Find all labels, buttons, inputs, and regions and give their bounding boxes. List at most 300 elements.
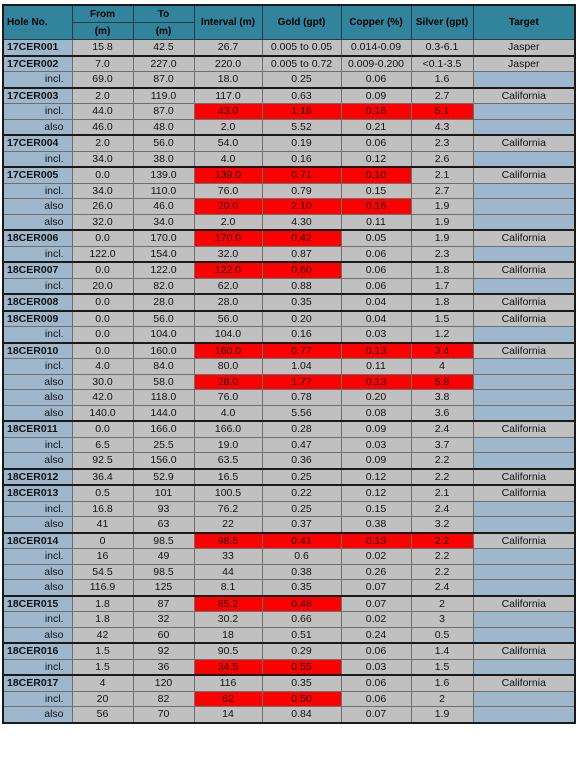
- table-subrow: [3, 214, 575, 230]
- hole-id: 18CER013: [3, 485, 72, 501]
- from-cell: 6.5: [72, 437, 133, 453]
- interval-cell: 8.1: [194, 580, 262, 596]
- interval-qualifier: incl.: [3, 104, 72, 120]
- target-cell: California: [473, 421, 575, 437]
- to-cell: 139.0: [133, 167, 194, 183]
- target-cell: [473, 627, 575, 643]
- interval-qualifier: incl.: [3, 501, 72, 517]
- silver-cell: 3.7: [411, 437, 473, 453]
- interval-cell: 18.0: [194, 72, 262, 88]
- interval-cell: 4.0: [194, 405, 262, 421]
- from-cell: 26.0: [72, 199, 133, 215]
- interval-cell: 80.0: [194, 359, 262, 375]
- gold-cell: 0.22: [262, 485, 341, 501]
- table-row: [3, 167, 575, 183]
- from-cell: 4: [72, 675, 133, 691]
- interval-qualifier: incl.: [3, 278, 72, 294]
- target-cell: California: [473, 262, 575, 278]
- table-subrow: [3, 72, 575, 88]
- from-cell: 15.8: [72, 40, 133, 56]
- to-cell: 34.0: [133, 214, 194, 230]
- gold-cell: 0.20: [262, 311, 341, 327]
- copper-cell: 0.09: [341, 421, 411, 437]
- silver-cell: 4: [411, 359, 473, 375]
- hole-id: 17CER001: [3, 40, 72, 56]
- interval-cell: 104.0: [194, 327, 262, 343]
- target-cell: California: [473, 294, 575, 311]
- copper-cell: 0.11: [341, 214, 411, 230]
- gold-cell: 0.25: [262, 501, 341, 517]
- target-cell: California: [473, 675, 575, 691]
- gold-cell: 0.28: [262, 421, 341, 437]
- hole-id: 18CER011: [3, 421, 72, 437]
- table-subrow: [3, 612, 575, 628]
- interval-cell: 16.5: [194, 469, 262, 486]
- copper-cell: 0.06: [341, 691, 411, 707]
- target-cell: [473, 119, 575, 135]
- table-row: [3, 311, 575, 327]
- table-subrow: [3, 183, 575, 199]
- copper-cell: 0.09: [341, 453, 411, 469]
- silver-cell: 2.3: [411, 135, 473, 151]
- to-cell: 92: [133, 643, 194, 659]
- from-cell: 20: [72, 691, 133, 707]
- gold-cell: 0.48: [262, 596, 341, 612]
- gold-cell: 0.77: [262, 343, 341, 359]
- gold-cell: 0.38: [262, 564, 341, 580]
- target-cell: [473, 214, 575, 230]
- gold-cell: 0.42: [262, 230, 341, 246]
- to-cell: 101: [133, 485, 194, 501]
- target-cell: [473, 691, 575, 707]
- target-cell: California: [473, 643, 575, 659]
- table-subrow: [3, 405, 575, 421]
- silver-cell: 1.8: [411, 262, 473, 278]
- table-subrow: [3, 374, 575, 390]
- to-cell: 25.5: [133, 437, 194, 453]
- from-cell: 0.0: [72, 230, 133, 246]
- copper-cell: 0.21: [341, 119, 411, 135]
- silver-cell: 2.2: [411, 469, 473, 486]
- from-cell: 34.0: [72, 183, 133, 199]
- to-cell: 98.5: [133, 564, 194, 580]
- gold-cell: 1.77: [262, 374, 341, 390]
- interval-cell: 18: [194, 627, 262, 643]
- copper-cell: 0.12: [341, 485, 411, 501]
- from-cell: 0.0: [72, 327, 133, 343]
- to-cell: 70: [133, 707, 194, 723]
- hole-id: 18CER017: [3, 675, 72, 691]
- interval-qualifier: incl.: [3, 327, 72, 343]
- interval-cell: 122.0: [194, 262, 262, 278]
- copper-cell: 0.13: [341, 343, 411, 359]
- target-cell: [473, 151, 575, 167]
- interval-qualifier: also: [3, 707, 72, 723]
- from-cell: 32.0: [72, 214, 133, 230]
- gold-cell: 0.6: [262, 549, 341, 565]
- table-row: [3, 56, 575, 72]
- table-row: [3, 421, 575, 437]
- to-cell: 118.0: [133, 390, 194, 406]
- copper-cell: 0.12: [341, 151, 411, 167]
- silver-cell: 2.7: [411, 183, 473, 199]
- gold-cell: 0.005 to 0.05: [262, 40, 341, 56]
- from-cell: 122.0: [72, 246, 133, 262]
- interval-qualifier: incl.: [3, 659, 72, 675]
- copper-cell: 0.04: [341, 311, 411, 327]
- interval-cell: 76.0: [194, 390, 262, 406]
- from-cell: 0.0: [72, 343, 133, 359]
- interval-qualifier: also: [3, 453, 72, 469]
- table-subrow: [3, 390, 575, 406]
- silver-cell: 1.5: [411, 659, 473, 675]
- gold-cell: 0.37: [262, 517, 341, 533]
- hole-id: 18CER007: [3, 262, 72, 278]
- interval-cell: 28.0: [194, 294, 262, 311]
- gold-cell: 0.36: [262, 453, 341, 469]
- silver-cell: 2: [411, 596, 473, 612]
- from-cell: 0.0: [72, 294, 133, 311]
- copper-cell: 0.06: [341, 675, 411, 691]
- table-row: [3, 469, 575, 486]
- gold-cell: 0.005 to 0.72: [262, 56, 341, 72]
- target-cell: [473, 183, 575, 199]
- silver-cell: 2.4: [411, 501, 473, 517]
- to-cell: 32: [133, 612, 194, 628]
- interval-cell: 26.7: [194, 40, 262, 56]
- to-cell: 122.0: [133, 262, 194, 278]
- interval-cell: 54.0: [194, 135, 262, 151]
- interval-qualifier: also: [3, 580, 72, 596]
- silver-cell: 2: [411, 691, 473, 707]
- to-cell: 166.0: [133, 421, 194, 437]
- gold-cell: 0.19: [262, 135, 341, 151]
- silver-cell: 1.6: [411, 675, 473, 691]
- gold-cell: 0.16: [262, 151, 341, 167]
- target-cell: California: [473, 343, 575, 359]
- to-cell: 82: [133, 691, 194, 707]
- header-interval: Interval (m): [194, 5, 262, 40]
- to-cell: 98.5: [133, 533, 194, 549]
- gold-cell: 0.47: [262, 437, 341, 453]
- copper-cell: 0.06: [341, 262, 411, 278]
- interval-qualifier: incl.: [3, 612, 72, 628]
- interval-cell: 30.2: [194, 612, 262, 628]
- target-cell: California: [473, 135, 575, 151]
- table-row: [3, 343, 575, 359]
- table-row: [3, 643, 575, 659]
- gold-cell: 0.16: [262, 327, 341, 343]
- to-cell: 120: [133, 675, 194, 691]
- hole-id: 17CER005: [3, 167, 72, 183]
- interval-qualifier: incl.: [3, 691, 72, 707]
- header-silver: Silver (gpt): [411, 5, 473, 40]
- target-cell: [473, 104, 575, 120]
- gold-cell: 0.55: [262, 659, 341, 675]
- silver-cell: 3.6: [411, 405, 473, 421]
- interval-qualifier: incl.: [3, 72, 72, 88]
- silver-cell: 2.6: [411, 151, 473, 167]
- table-subrow: [3, 246, 575, 262]
- table-subrow: [3, 437, 575, 453]
- target-cell: California: [473, 596, 575, 612]
- copper-cell: 0.02: [341, 549, 411, 565]
- silver-cell: 1.9: [411, 199, 473, 215]
- table-header: [3, 5, 575, 40]
- table-subrow: [3, 564, 575, 580]
- copper-cell: 0.04: [341, 294, 411, 311]
- target-cell: [473, 72, 575, 88]
- interval-cell: 63.5: [194, 453, 262, 469]
- from-cell: 0.0: [72, 167, 133, 183]
- target-cell: [473, 199, 575, 215]
- hole-id: 18CER010: [3, 343, 72, 359]
- header-to: To: [133, 5, 194, 23]
- target-cell: [473, 564, 575, 580]
- to-cell: 125: [133, 580, 194, 596]
- interval-qualifier: incl.: [3, 246, 72, 262]
- target-cell: [473, 612, 575, 628]
- target-cell: [473, 405, 575, 421]
- from-cell: 46.0: [72, 119, 133, 135]
- target-cell: California: [473, 167, 575, 183]
- interval-qualifier: also: [3, 119, 72, 135]
- gold-cell: 0.79: [262, 183, 341, 199]
- interval-cell: 43.0: [194, 104, 262, 120]
- copper-cell: 0.16: [341, 104, 411, 120]
- from-cell: 20.0: [72, 278, 133, 294]
- target-cell: California: [473, 230, 575, 246]
- target-cell: California: [473, 311, 575, 327]
- copper-cell: 0.03: [341, 659, 411, 675]
- silver-cell: 1.9: [411, 230, 473, 246]
- table-subrow: [3, 119, 575, 135]
- interval-cell: 44: [194, 564, 262, 580]
- table-subrow: [3, 517, 575, 533]
- to-cell: 87: [133, 596, 194, 612]
- interval-cell: 20.0: [194, 199, 262, 215]
- interval-cell: 4.0: [194, 151, 262, 167]
- target-cell: [473, 580, 575, 596]
- hole-id: 18CER006: [3, 230, 72, 246]
- table-subrow: [3, 453, 575, 469]
- gold-cell: 1.18: [262, 104, 341, 120]
- copper-cell: 0.06: [341, 72, 411, 88]
- to-cell: 58.0: [133, 374, 194, 390]
- from-cell: 1.5: [72, 659, 133, 675]
- from-cell: 44.0: [72, 104, 133, 120]
- copper-cell: 0.06: [341, 135, 411, 151]
- to-cell: 36: [133, 659, 194, 675]
- drill-results-table: [2, 4, 576, 724]
- gold-cell: 0.41: [262, 533, 341, 549]
- table-row: [3, 262, 575, 278]
- to-cell: 104.0: [133, 327, 194, 343]
- from-cell: 2.0: [72, 135, 133, 151]
- from-cell: 140.0: [72, 405, 133, 421]
- from-cell: 34.0: [72, 151, 133, 167]
- table-row: [3, 88, 575, 104]
- target-cell: California: [473, 533, 575, 549]
- table-subrow: [3, 627, 575, 643]
- to-cell: 160.0: [133, 343, 194, 359]
- copper-cell: 0.07: [341, 580, 411, 596]
- gold-cell: 0.88: [262, 278, 341, 294]
- to-cell: 46.0: [133, 199, 194, 215]
- table-row: [3, 230, 575, 246]
- copper-cell: 0.10: [341, 167, 411, 183]
- hole-id: 18CER014: [3, 533, 72, 549]
- hole-id: 18CER009: [3, 311, 72, 327]
- target-cell: California: [473, 88, 575, 104]
- copper-cell: 0.16: [341, 199, 411, 215]
- target-cell: [473, 707, 575, 723]
- interval-cell: 76.0: [194, 183, 262, 199]
- to-cell: 38.0: [133, 151, 194, 167]
- copper-cell: 0.15: [341, 183, 411, 199]
- interval-cell: 139.0: [194, 167, 262, 183]
- to-cell: 28.0: [133, 294, 194, 311]
- copper-cell: 0.20: [341, 390, 411, 406]
- gold-cell: 5.52: [262, 119, 341, 135]
- header-copper: Copper (%): [341, 5, 411, 40]
- from-cell: 0.0: [72, 421, 133, 437]
- interval-cell: 33: [194, 549, 262, 565]
- silver-cell: 2.2: [411, 533, 473, 549]
- table-row: [3, 675, 575, 691]
- silver-cell: 1.7: [411, 278, 473, 294]
- from-cell: 42.0: [72, 390, 133, 406]
- header-from-unit: (m): [72, 23, 133, 40]
- to-cell: 84.0: [133, 359, 194, 375]
- to-cell: 60: [133, 627, 194, 643]
- table-row: [3, 135, 575, 151]
- from-cell: 36.4: [72, 469, 133, 486]
- silver-cell: 2.7: [411, 88, 473, 104]
- table-subrow: [3, 278, 575, 294]
- silver-cell: 2.2: [411, 549, 473, 565]
- table-subrow: [3, 151, 575, 167]
- header-gold: Gold (gpt): [262, 5, 341, 40]
- from-cell: 0.0: [72, 262, 133, 278]
- gold-cell: 0.35: [262, 294, 341, 311]
- table-subrow: [3, 549, 575, 565]
- interval-cell: 2.0: [194, 119, 262, 135]
- target-cell: [473, 359, 575, 375]
- copper-cell: 0.08: [341, 405, 411, 421]
- interval-qualifier: also: [3, 390, 72, 406]
- copper-cell: 0.07: [341, 596, 411, 612]
- to-cell: 52.9: [133, 469, 194, 486]
- target-cell: [473, 659, 575, 675]
- copper-cell: 0.03: [341, 437, 411, 453]
- silver-cell: 1.5: [411, 311, 473, 327]
- interval-qualifier: incl.: [3, 549, 72, 565]
- silver-cell: 0.3-6.1: [411, 40, 473, 56]
- target-cell: [473, 327, 575, 343]
- gold-cell: 4.30: [262, 214, 341, 230]
- to-cell: 144.0: [133, 405, 194, 421]
- from-cell: 0.5: [72, 485, 133, 501]
- to-cell: 82.0: [133, 278, 194, 294]
- interval-cell: 22: [194, 517, 262, 533]
- silver-cell: 1.6: [411, 72, 473, 88]
- silver-cell: 5.8: [411, 374, 473, 390]
- to-cell: 49: [133, 549, 194, 565]
- from-cell: 92.5: [72, 453, 133, 469]
- silver-cell: 5.1: [411, 104, 473, 120]
- to-cell: 87.0: [133, 72, 194, 88]
- to-cell: 170.0: [133, 230, 194, 246]
- interval-qualifier: also: [3, 374, 72, 390]
- table-subrow: [3, 707, 575, 723]
- from-cell: 0: [72, 533, 133, 549]
- interval-cell: 14: [194, 707, 262, 723]
- header-from: From: [72, 5, 133, 23]
- gold-cell: 0.60: [262, 262, 341, 278]
- interval-cell: 76.2: [194, 501, 262, 517]
- to-cell: 63: [133, 517, 194, 533]
- from-cell: 16: [72, 549, 133, 565]
- header-target: Target: [473, 5, 575, 40]
- to-cell: 110.0: [133, 183, 194, 199]
- interval-cell: 100.5: [194, 485, 262, 501]
- silver-cell: 3.8: [411, 390, 473, 406]
- interval-cell: 56.0: [194, 311, 262, 327]
- hole-id: 18CER012: [3, 469, 72, 486]
- gold-cell: 0.50: [262, 691, 341, 707]
- interval-qualifier: also: [3, 517, 72, 533]
- interval-cell: 2.0: [194, 214, 262, 230]
- interval-cell: 32.0: [194, 246, 262, 262]
- to-cell: 227.0: [133, 56, 194, 72]
- silver-cell: 2.4: [411, 580, 473, 596]
- interval-cell: 166.0: [194, 421, 262, 437]
- copper-cell: 0.13: [341, 374, 411, 390]
- hole-id: 17CER004: [3, 135, 72, 151]
- silver-cell: 2.2: [411, 453, 473, 469]
- interval-cell: 19.0: [194, 437, 262, 453]
- interval-cell: 170.0: [194, 230, 262, 246]
- target-cell: [473, 390, 575, 406]
- interval-cell: 62: [194, 691, 262, 707]
- to-cell: 56.0: [133, 135, 194, 151]
- copper-cell: 0.12: [341, 469, 411, 486]
- copper-cell: 0.13: [341, 533, 411, 549]
- hole-id: 17CER002: [3, 56, 72, 72]
- table-row: [3, 596, 575, 612]
- interval-cell: 116: [194, 675, 262, 691]
- copper-cell: 0.15: [341, 501, 411, 517]
- interval-cell: 160.0: [194, 343, 262, 359]
- copper-cell: 0.014-0.09: [341, 40, 411, 56]
- from-cell: 2.0: [72, 88, 133, 104]
- to-cell: 56.0: [133, 311, 194, 327]
- gold-cell: 0.71: [262, 167, 341, 183]
- target-cell: [473, 437, 575, 453]
- interval-cell: 85.2: [194, 596, 262, 612]
- drill-results-table-wrapper: [2, 4, 574, 724]
- target-cell: [473, 453, 575, 469]
- copper-cell: 0.38: [341, 517, 411, 533]
- target-cell: [473, 501, 575, 517]
- table-subrow: [3, 359, 575, 375]
- from-cell: 42: [72, 627, 133, 643]
- target-cell: Jasper: [473, 56, 575, 72]
- silver-cell: 1.9: [411, 214, 473, 230]
- target-cell: [473, 517, 575, 533]
- header-hole-no: Hole No.: [3, 5, 72, 40]
